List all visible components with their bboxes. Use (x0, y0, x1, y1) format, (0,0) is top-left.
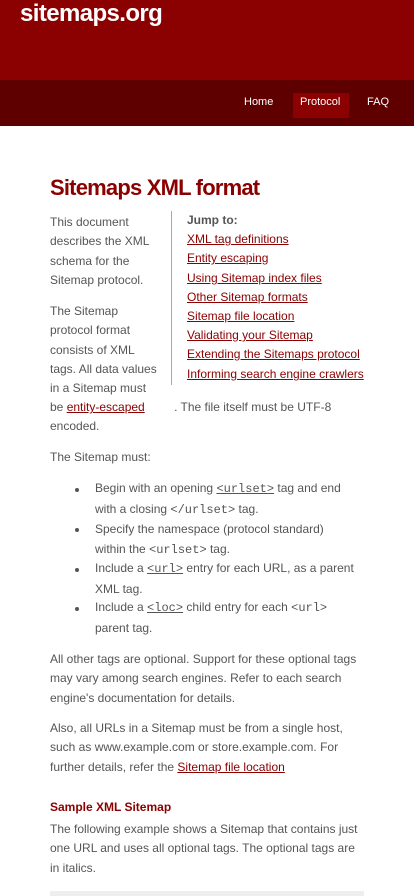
must-item-2: Specify the namespace (protocol standard) within the <urlset> tag. (95, 522, 324, 557)
entity-escaped-link[interactable]: entity-escaped (66, 400, 145, 415)
bullet-icon (75, 528, 79, 532)
jump-link-file-location[interactable]: Sitemap file location (187, 309, 295, 323)
page-title: Sitemaps XML format (50, 175, 260, 200)
format-paragraph-continued (50, 398, 364, 437)
format-paragraph-after: . The file itself must be UTF-8 encoded. (50, 400, 332, 434)
jump-link-validating[interactable]: Validating your Sitemap (187, 328, 313, 342)
sample-paragraph: The following example shows a Sitemap that contains just one URL and uses all optional tags. The optional tags are in italics. (50, 822, 358, 875)
nav-faq-link[interactable]: FAQ (367, 96, 390, 108)
jump-link-informing-crawlers[interactable]: Informing search engine crawlers (187, 367, 364, 381)
bullet-icon (75, 488, 79, 492)
optional-paragraph: All other tags are optional. Support for these optional tags may vary among search engines. Refer to each search engine's documentation for details. (50, 652, 357, 705)
jump-link-other-formats[interactable]: Other Sitemap formats (187, 290, 308, 304)
nav-protocol-link[interactable]: Protocol (293, 93, 349, 118)
jump-link-xml-tag-definitions[interactable]: XML tag definitions (187, 232, 289, 246)
bullet-icon (75, 568, 79, 572)
host-paragraph: Also, all URLs in a Sitemap must be from a single host, such as www.example.com or store.example.com. For further details, refer the Sitemap file location (50, 721, 343, 774)
jump-link-sitemap-index-files[interactable]: Using Sitemap index files (187, 271, 322, 285)
sitemap-file-location-link[interactable]: Sitemap file location (177, 759, 285, 774)
sample-heading: Sample XML Sitemap (50, 800, 172, 814)
code-sample-box (50, 891, 364, 896)
must-item-4: Include a <loc> child entry for each <url> parent tag. (95, 600, 328, 635)
bullet-icon (75, 607, 79, 611)
jump-to-title: Jump to: (187, 213, 238, 227)
nav-bar (0, 80, 414, 126)
intro-paragraph: This document describes the XML schema for the Sitemap protocol. (50, 215, 149, 287)
jump-link-extending[interactable]: Extending the Sitemaps protocol (187, 347, 360, 361)
jump-link-entity-escaping[interactable]: Entity escaping (187, 251, 269, 265)
format-paragraph-text: The Sitemap protocol format consists of XML tags. All data values in a Sitemap must be entity-escaped (50, 304, 157, 415)
site-logo[interactable]: sitemaps.org (20, 0, 163, 27)
must-item-3: Include a <url> entry for each URL, as a parent XML tag. (95, 561, 354, 596)
nav-home-link[interactable]: Home (244, 96, 274, 108)
site-header (0, 0, 414, 80)
must-intro: The Sitemap must: (50, 450, 151, 464)
must-item-1: Begin with an opening <urlset> tag and end with a closing </urlset> tag. (95, 481, 341, 517)
